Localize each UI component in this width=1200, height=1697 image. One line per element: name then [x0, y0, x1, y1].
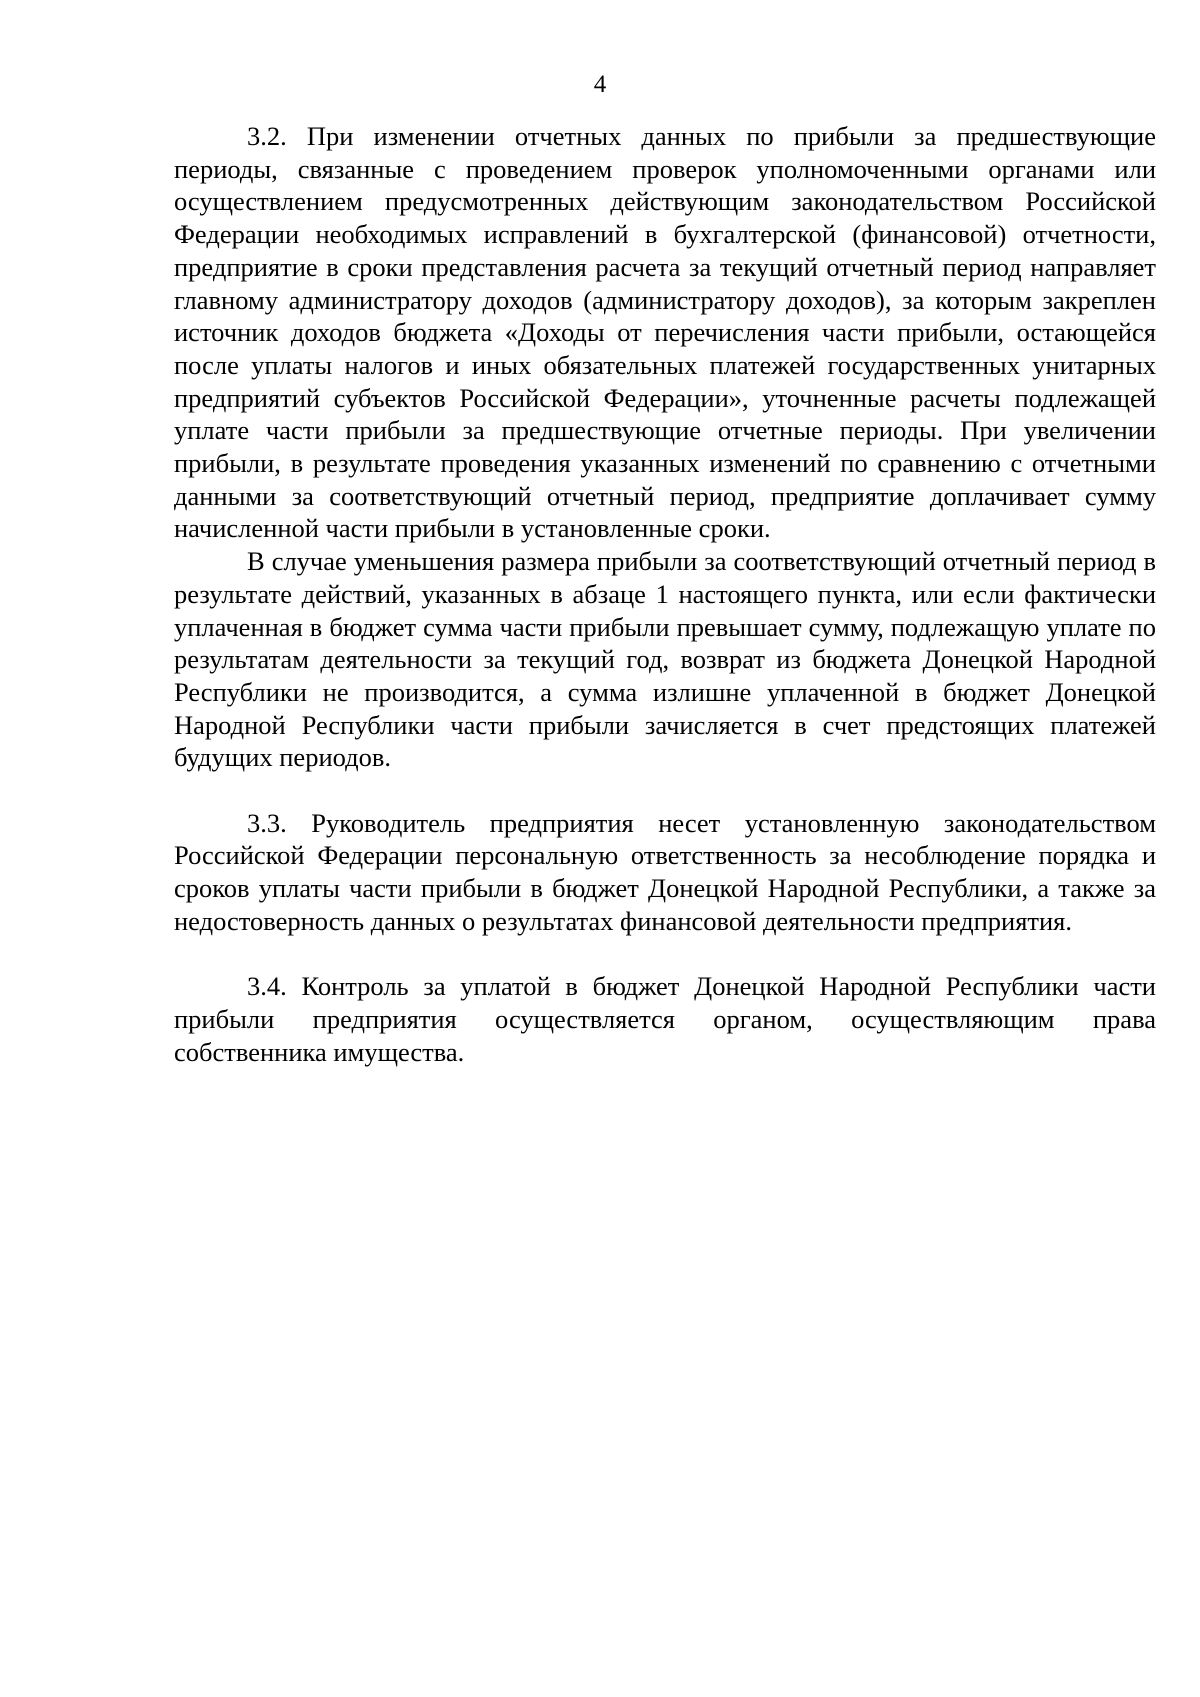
paragraph-3-3: 3.3. Руководитель предприятия несет установленную законодательством Российской Федерации персональную ответственность за несоблюдение порядка и сроков уплаты части прибыли в бюджет Донецкой Народной Республики, а также за недостоверность данных о результатах финансовой деятельности предприятия. [174, 807, 1156, 936]
paragraph-3-2: 3.2. При изменении отчетных данных по прибыли за предшествующие периоды, связанные с проведением проверок уполномоченными органами или осуществлением предусмотренных действующим законодательством Российской Федерации необходимых исправлений в бухгалтерской (финансовой) отчетности, предприятие в сроки представления расчета за текущий отчетный период направляет главному администратору доходов (администратору доходов), за которым закреплен источник доходов бюджета «Доходы от перечисления части прибыли, остающейся после уплаты налогов и иных обязательных платежей государственных унитарных предприятий субъектов Российской Федерации», уточненные расчеты подлежащей уплате части прибыли за предшествующие отчетные периоды. При увеличении прибыли, в результате проведения указанных изменений по сравнению с отчетными данными за соответствующий отчетный период, предприятие доплачивает сумму начисленной части прибыли в установленные сроки. [174, 121, 1156, 544]
page-number: 4 [593, 71, 607, 98]
paragraph-3-4: 3.4. Контроль за уплатой в бюджет Донецкой Народной Республики части прибыли предприятия осуществляется органом, осуществляющим права собственника имущества. [174, 971, 1156, 1067]
document-body [174, 120, 1156, 1068]
paragraph-3-2-second: В случае уменьшения размера прибыли за соответствующий отчетный период в результате действий, указанных в абзаце 1 настоящего пункта, или если фактически уплаченная в бюджет сумма части прибыли превышает сумму, подлежащую уплате по результатам деятельности за текущий год, возврат из бюджета Донецкой Народной Республики не производится, а сумма излишне уплаченной в бюджет Донецкой Народной Республики части прибыли зачисляется в счет предстоящих платежей будущих периодов. [174, 546, 1156, 773]
